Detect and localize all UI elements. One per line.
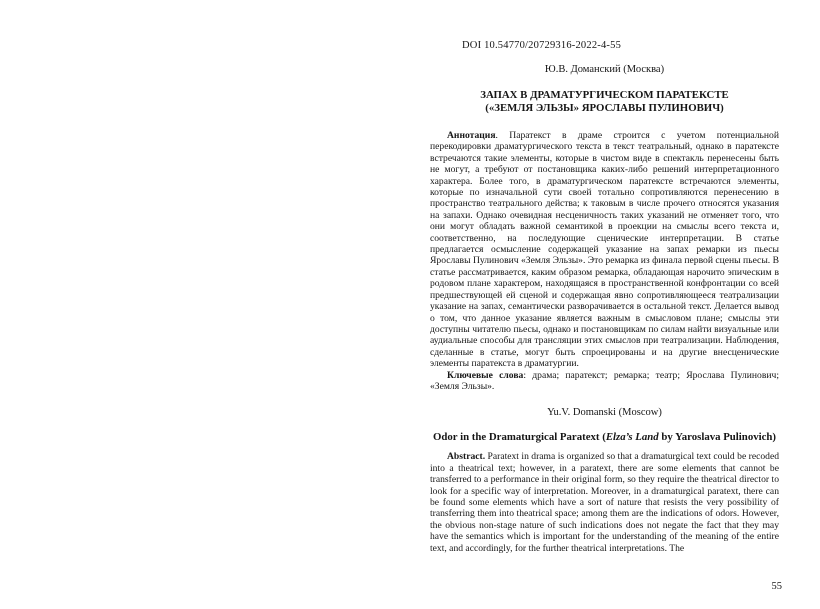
article-title-russian-line1: ЗАПАХ В ДРАМАТУРГИЧЕСКОМ ПАРАТЕКСТЕ — [480, 89, 729, 101]
keywords-russian-label: Ключевые слова — [447, 369, 524, 381]
doi: DOI 10.54770/20729316-2022-4-55 — [462, 40, 622, 51]
abstract-russian-label: Аннотация — [447, 130, 496, 141]
page-number: 55 — [771, 581, 782, 592]
article-title-english-part1: Odor in the Dramaturgical Paratext ( — [432, 431, 606, 444]
article-title-russian-line2: («ЗЕМЛЯ ЭЛЬЗЫ» ЯРОСЛАВЫ ПУЛИНОВИЧ) — [485, 102, 724, 114]
article-title-english — [430, 431, 779, 444]
author-russian: Ю.В. Доманский (Москва) — [544, 64, 665, 75]
article-title-russian — [430, 89, 779, 115]
abstract-english — [430, 451, 779, 554]
text-column — [430, 40, 779, 554]
abstract-english-text: Paratext in drama is organized so that a dramaturgical text could be recoded into a theatrical text; however, in a paratext, there are some elements that cannot be transferred to a performance in their original form, so they require the theatrical director to look for a specific way of interpretation. Moreover, in a dramaturgical paratext, there can be found some elements which have a sort of nature that resists the very possibility of transferring them into theatrical space; among them are the indications of odors. However, the obvious non-stage nature of such indications does not negate the fact that they may have the semantics which is important for the understanding of the meaning of the entire text, and accordingly, for the further theatrical interpretations. The — [430, 451, 779, 554]
keywords-russian — [430, 370, 779, 393]
article-title-english-part2: by Yaroslava Pulinovich) — [658, 431, 777, 444]
author-english: Yu.V. Domanski (Moscow) — [547, 407, 662, 419]
abstract-russian — [430, 130, 779, 370]
keywords-russian-text: : драма; паратекст; ремарка; театр; Ярослава Пулинович; «Земля Эльзы». — [430, 369, 779, 392]
article-title-english-italic: Elza’s Land — [605, 431, 659, 444]
abstract-russian-text: . Паратекст в драме строится с учетом потенциальной перекодировки драматургического текста в текст театральный, однако в паратексте встречаются такие элементы, которые в чистом виде в спектакль перенесены быть не могут, а требуют от постановщика каких-либо решений интерпретационного характера. Более того, в драматургическом паратексте встречаются элементы, которые по изначальной сути своей тотально сопротивляются перенесению в пространство театрального действа; к таковым в числе прочего относятся указания на запахи. Однако очевидная несценичность таких указаний не отменяет того, что они могут обладать важной семантикой в проекции на смыслы всего текста и, соответственно, на последующие сценические интерпретации. В статье предлагается осмысление содержащей указание на запах ремарки из пьесы Ярославы Пулинович «Земля Эльзы». Это ремарка из финала первой сцены пьесы. В статье рассматривается, каким образом ремарка, обладающая нарочито эпическим в родовом плане характером, находящаяся в пространственной конфронтации со всей предшествующей ей сценой и содержащая явно сопротивляющееся театрализации указание на запах, семантически разворачивается в остальной текст. Делается вывод о том, что данное указание является важным в смысловом плане; смыслы эти доступны читателю пьесы, однако и постановщикам по силам найти визуальные или аудиальные способы для трансляции этих смыслов при театрализации. Наблюдения, сделанные в статье, могут быть спроецированы и на другие внесценические элементы паратекста в драматургии. — [430, 130, 779, 370]
abstract-english-label: Abstract. — [447, 451, 486, 463]
